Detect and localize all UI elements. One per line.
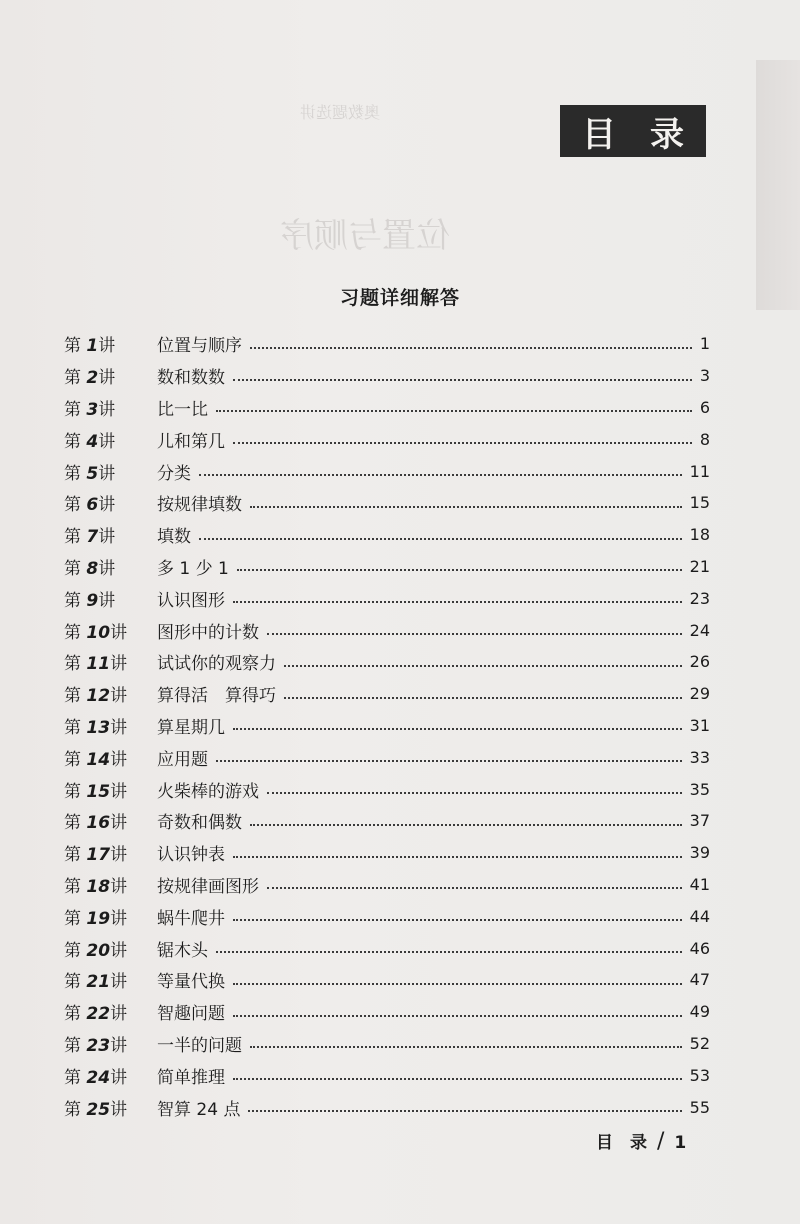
bleed-through-text: 位置与顺序 [280,216,450,256]
page-footer [596,1128,686,1154]
lecture-page-number: 49 [689,1002,710,1022]
lecture-number [64,331,157,356]
lecture-title: 一半的问题 [157,1035,242,1056]
lecture-title: 多 1 少 1 [157,558,229,579]
lecture-prefix: 第 [64,972,81,993]
lecture-title: 分类 [157,463,191,484]
lecture-page-number: 33 [689,747,710,767]
toc-list [64,328,710,1123]
lecture-suffix: 讲 [110,749,128,770]
toc-entry[interactable] [64,614,710,646]
lecture-title: 儿和第几 [157,431,225,452]
footer-separator: / [657,1129,665,1154]
lecture-index: 25 [86,1099,111,1120]
lecture-number [64,999,157,1024]
toc-entry[interactable] [64,360,710,392]
lecture-number [64,936,157,961]
toc-entry[interactable] [64,1028,710,1060]
toc-entry[interactable] [64,900,710,932]
lecture-page-number: 53 [689,1065,710,1085]
lecture-number [64,459,157,484]
dot-leader [233,1015,682,1017]
lecture-page-number: 37 [689,811,710,831]
toc-entry[interactable] [64,1059,710,1091]
toc-entry[interactable] [64,1091,710,1123]
toc-entry[interactable] [64,487,710,519]
lecture-title: 按规律填数 [157,495,242,516]
lecture-prefix: 第 [64,749,81,770]
toc-entry[interactable] [64,328,710,360]
toc-title-char: 录 [650,114,684,155]
lecture-suffix: 讲 [110,1099,128,1120]
lecture-suffix: 讲 [110,813,128,834]
toc-entry[interactable] [64,519,710,551]
lecture-index: 2 [86,368,99,389]
lecture-suffix: 讲 [98,431,116,452]
lecture-number [64,522,157,547]
lecture-suffix: 讲 [110,940,128,961]
lecture-suffix: 讲 [98,463,116,484]
dot-leader [233,442,692,444]
lecture-title: 比一比 [157,399,208,420]
lecture-page-number: 21 [689,556,710,576]
lecture-page-number: 35 [689,779,710,799]
lecture-title: 按规律画图形 [157,876,259,897]
lecture-suffix: 讲 [110,845,128,866]
dot-leader [233,919,682,921]
lecture-suffix: 讲 [98,368,116,389]
lecture-prefix: 第 [64,813,81,834]
lecture-suffix: 讲 [98,558,116,579]
lecture-prefix: 第 [64,558,81,579]
lecture-index: 13 [86,717,111,738]
lecture-title: 试试你的观察力 [157,654,276,675]
lecture-prefix: 第 [64,1067,81,1088]
lecture-prefix: 第 [64,336,81,357]
footer-page-number: 1 [674,1133,687,1153]
toc-entry[interactable] [64,710,710,742]
lecture-title: 奇数和偶数 [157,813,242,834]
toc-entry[interactable] [64,964,710,996]
toc-entry[interactable] [64,551,710,583]
lecture-index: 17 [86,845,111,866]
bleed-through-spine [756,60,800,310]
lecture-prefix: 第 [64,495,81,516]
lecture-suffix: 讲 [110,686,128,707]
lecture-prefix: 第 [64,686,81,707]
lecture-page-number: 55 [689,1097,710,1117]
lecture-title: 等量代换 [157,972,225,993]
lecture-suffix: 讲 [110,1067,128,1088]
toc-entry[interactable] [64,773,710,805]
lecture-title: 火柴棒的游戏 [157,781,259,802]
toc-title-banner [560,105,706,157]
toc-entry[interactable] [64,805,710,837]
lecture-prefix: 第 [64,1099,81,1120]
lecture-page-number: 1 [699,334,710,354]
lecture-number [64,1095,157,1120]
lecture-number [64,363,157,388]
lecture-number [64,490,157,515]
toc-entry[interactable] [64,392,710,424]
lecture-number [64,808,157,833]
bleed-through-header: 奥数题选讲 [300,103,381,122]
lecture-number [64,745,157,770]
toc-title-char: 目 [582,114,616,155]
lecture-suffix: 讲 [98,590,116,611]
lecture-page-number: 39 [689,843,710,863]
lecture-prefix: 第 [64,431,81,452]
lecture-page-number: 6 [699,397,710,417]
lecture-page-number: 31 [689,715,710,735]
lecture-number [64,1063,157,1088]
lecture-number [64,554,157,579]
lecture-number [64,777,157,802]
lecture-number [64,586,157,611]
lecture-page-number: 3 [699,366,710,386]
lecture-suffix: 讲 [98,336,116,357]
section-title: 习题详细解答 [339,287,460,309]
dot-leader [248,1110,681,1112]
toc-entry[interactable] [64,741,710,773]
lecture-prefix: 第 [64,940,81,961]
toc-entry[interactable] [64,646,710,678]
lecture-index: 11 [86,654,111,675]
toc-entry[interactable] [64,996,710,1028]
dot-leader [233,601,682,603]
lecture-index: 21 [86,972,111,993]
toc-entry[interactable] [64,837,710,869]
toc-entry[interactable] [64,582,710,614]
lecture-number [64,427,157,452]
dot-leader [216,951,682,953]
lecture-page-number: 47 [689,970,710,990]
lecture-index: 10 [86,622,111,643]
lecture-number [64,618,157,643]
lecture-index: 22 [86,1004,111,1025]
lecture-suffix: 讲 [110,908,128,929]
lecture-index: 20 [86,940,111,961]
lecture-suffix: 讲 [110,717,128,738]
lecture-prefix: 第 [64,845,81,866]
lecture-title: 认识图形 [157,590,225,611]
lecture-title: 算得活 算得巧 [157,686,276,707]
lecture-page-number: 15 [689,493,710,513]
lecture-suffix: 讲 [110,972,128,993]
lecture-prefix: 第 [64,908,81,929]
lecture-prefix: 第 [64,654,81,675]
lecture-index: 19 [86,908,111,929]
lecture-index: 9 [86,590,99,611]
lecture-prefix: 第 [64,1035,81,1056]
lecture-index: 15 [86,781,111,802]
lecture-prefix: 第 [64,876,81,897]
lecture-index: 16 [86,813,111,834]
lecture-prefix: 第 [64,399,81,420]
lecture-suffix: 讲 [110,1035,128,1056]
lecture-title: 应用题 [157,749,208,770]
toc-entry[interactable] [64,869,710,901]
lecture-number [64,713,157,738]
lecture-page-number: 46 [689,938,710,958]
lecture-page-number: 41 [689,874,710,894]
lecture-title: 算星期几 [157,717,225,738]
toc-entry[interactable] [64,932,710,964]
lecture-title: 图形中的计数 [157,622,259,643]
lecture-index: 24 [86,1067,111,1088]
lecture-number [64,872,157,897]
lecture-index: 7 [86,527,99,548]
lecture-page-number: 29 [689,684,710,704]
lecture-index: 3 [86,399,99,420]
lecture-prefix: 第 [64,590,81,611]
lecture-suffix: 讲 [110,1004,128,1025]
lecture-number [64,904,157,929]
dot-leader [250,347,692,349]
dot-leader [250,824,682,826]
lecture-number [64,840,157,865]
dot-leader [284,665,682,667]
lecture-index: 1 [86,336,99,357]
lecture-number [64,1031,157,1056]
lecture-suffix: 讲 [98,527,116,548]
lecture-suffix: 讲 [110,622,128,643]
lecture-page-number: 8 [699,429,710,449]
lecture-page-number: 23 [689,588,710,608]
dot-leader [233,379,692,381]
dot-leader [267,633,682,635]
dot-leader [284,697,682,699]
dot-leader [250,506,682,508]
toc-entry[interactable] [64,455,710,487]
lecture-title: 填数 [157,527,191,548]
lecture-index: 23 [86,1035,111,1056]
lecture-title: 智趣问题 [157,1004,225,1025]
lecture-index: 12 [86,686,111,707]
lecture-title: 蜗牛爬井 [157,908,225,929]
dot-leader [233,1078,682,1080]
lecture-suffix: 讲 [110,781,128,802]
dot-leader [216,410,692,412]
dot-leader [267,792,682,794]
lecture-title: 锯木头 [157,940,208,961]
lecture-suffix: 讲 [98,399,116,420]
dot-leader [233,983,682,985]
dot-leader [199,474,682,476]
dot-leader [267,887,682,889]
lecture-title: 简单推理 [157,1067,225,1088]
lecture-index: 4 [86,431,99,452]
footer-label: 目 录 [596,1133,647,1153]
toc-entry[interactable] [64,423,710,455]
dot-leader [199,538,682,540]
lecture-index: 5 [86,463,99,484]
lecture-suffix: 讲 [98,495,116,516]
lecture-prefix: 第 [64,781,81,802]
lecture-number [64,681,157,706]
dot-leader [233,728,682,730]
lecture-page-number: 18 [689,525,710,545]
lecture-page-number: 26 [689,652,710,672]
lecture-page-number: 44 [689,906,710,926]
dot-leader [237,569,682,571]
lecture-index: 18 [86,876,111,897]
lecture-index: 14 [86,749,111,770]
lecture-title: 智算 24 点 [157,1099,241,1120]
lecture-index: 6 [86,495,99,516]
lecture-page-number: 11 [689,461,710,481]
lecture-prefix: 第 [64,1004,81,1025]
lecture-prefix: 第 [64,463,81,484]
lecture-prefix: 第 [64,622,81,643]
lecture-suffix: 讲 [110,876,128,897]
lecture-page-number: 52 [689,1033,710,1053]
lecture-number [64,649,157,674]
dot-leader [250,1046,682,1048]
lecture-prefix: 第 [64,717,81,738]
lecture-suffix: 讲 [110,654,128,675]
lecture-prefix: 第 [64,368,81,389]
lecture-title: 位置与顺序 [157,336,242,357]
lecture-title: 数和数数 [157,368,225,389]
dot-leader [216,760,682,762]
lecture-number [64,395,157,420]
lecture-title: 认识钟表 [157,845,225,866]
toc-entry[interactable] [64,678,710,710]
lecture-number [64,967,157,992]
lecture-page-number: 24 [689,620,710,640]
lecture-prefix: 第 [64,527,81,548]
dot-leader [233,856,682,858]
lecture-index: 8 [86,558,99,579]
